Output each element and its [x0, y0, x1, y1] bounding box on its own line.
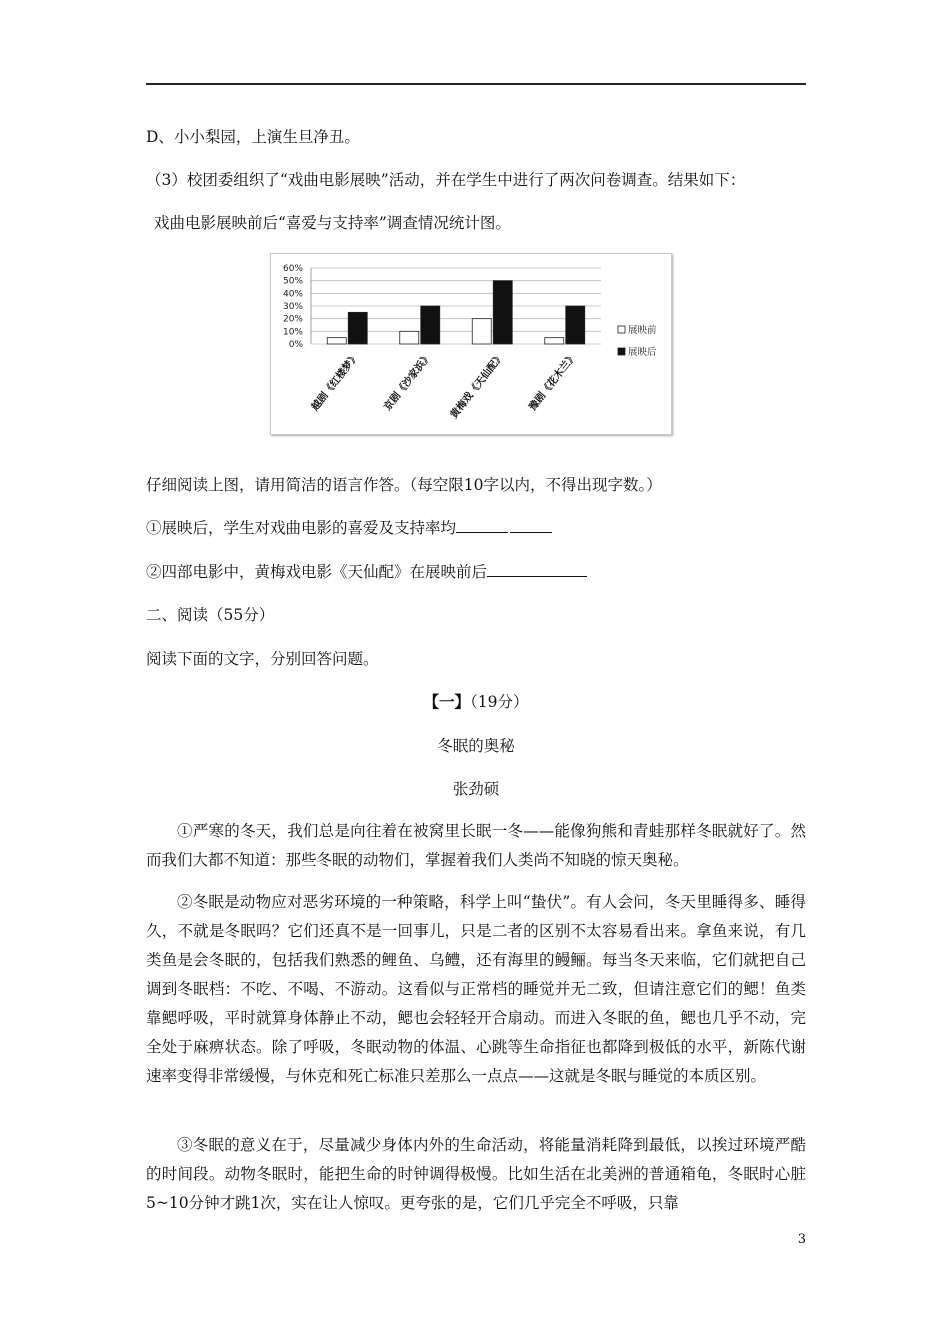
- bar-before: [400, 331, 419, 344]
- y-tick-label: 10%: [282, 327, 303, 338]
- legend-label: 展映后: [628, 347, 657, 358]
- article-author: 张劲硕: [452, 780, 500, 798]
- section-title: 二、阅读（55分）: [146, 606, 275, 624]
- y-tick-label: 0%: [288, 340, 303, 350]
- y-tick-label: 20%: [282, 314, 303, 325]
- x-tick-label: 越剧《红楼梦》: [309, 351, 362, 414]
- header-rule: [146, 83, 806, 85]
- x-tick-label: 黄梅戏《天仙配》: [448, 351, 507, 421]
- y-tick-label: 50%: [282, 276, 303, 287]
- article-title: 冬眠的奥秘: [437, 737, 515, 755]
- bar-after: [348, 312, 367, 344]
- question-blank-2: [146, 562, 587, 582]
- answer-blank-1b[interactable]: [510, 518, 552, 533]
- page-number: 3: [797, 1232, 806, 1247]
- bar-before: [545, 338, 564, 344]
- bar-after: [566, 306, 585, 344]
- paragraph-2: ②冬眠是动物应对恶劣环境的一种策略，科学上叫“蛰伏”。有人会问，冬天里睡得多、睡得久，不就是冬眠吗？它们还真不是一回事儿，只是二者的区别不太容易看出来。拿鱼来说，有几类鱼是会冬眠的，包括我们熟悉的鲤鱼、乌鳢，还有海里的鳗鲡。每当冬天来临，它们就把自己调到冬眠档：不吃、不喝、不游动。这看似与正常档的睡觉并无二致，但请注意它们的鳃！鱼类靠鳃呼吸，平时就算身体静止不动，鳃也会轻轻开合扇动。而进入冬眠的鱼，鳃也几乎不动，完全处于麻痹状态。除了呼吸，冬眠动物的体温、心跳等生命指征也都降到极低的水平，新陈代谢速率变得非常缓慢，与休克和死亡标准只差那么一点点——这就是冬眠与睡觉的本质区别。: [146, 893, 806, 1085]
- bar-after: [493, 281, 512, 344]
- x-tick-label: 豫剧《花木兰》: [527, 351, 580, 414]
- y-tick-label: 40%: [282, 289, 303, 300]
- bar-before: [327, 338, 346, 344]
- y-tick-label: 60%: [282, 264, 303, 274]
- answer-blank-1a[interactable]: [456, 518, 508, 533]
- instruction-text: 仔细阅读上图，请用简洁的语言作答。（每空限10字以内，不得出现字数。）: [146, 476, 662, 494]
- blank-1-prompt: ①展映后，学生对戏曲电影的喜爱及支持率均: [146, 519, 457, 537]
- chart-caption: 戏曲电影展映前后“喜爱与支持率”调查情况统计图。: [154, 214, 511, 232]
- paragraph-1: ①严寒的冬天，我们总是向往着在被窝里长眠一冬——能像狗熊和青蛙那样冬眠就好了。然而我们大都不知道：那些冬眠的动物们，掌握着我们人类尚不知晓的惊天奥秘。: [146, 822, 806, 869]
- part-score: （19分）: [470, 693, 529, 711]
- answer-blank-2[interactable]: [487, 562, 587, 577]
- part-label: 【一】: [423, 692, 471, 711]
- blank-2-prompt: ②四部电影中，黄梅戏电影《天仙配》在展映前后: [146, 563, 488, 581]
- reading-intro: 阅读下面的文字，分别回答问题。: [146, 650, 379, 668]
- paragraph-3: ③冬眠的意义在于，尽量减少身体内外的生命活动，将能量消耗降到最低，以挨过环境严酷的时间段。动物冬眠时，能把生命的时钟调得极慢。比如生活在北美洲的普通箱龟，冬眠时心脏5~10分钟才跳1次，实在让人惊叹。更夸张的是，它们几乎完全不呼吸，只靠: [146, 1136, 806, 1212]
- option-d: D、小小梨园，上演生旦净丑。: [146, 128, 360, 146]
- bar-before: [472, 319, 491, 344]
- bar-chart: [270, 253, 672, 435]
- question-blank-1: [146, 518, 552, 538]
- y-tick-label: 30%: [282, 302, 303, 312]
- legend-swatch: [618, 348, 625, 355]
- x-tick-label: 京剧《沙家浜》: [382, 351, 435, 414]
- chart-svg: [271, 254, 671, 434]
- legend-swatch: [618, 326, 625, 333]
- legend-label: 展映前: [628, 325, 657, 336]
- bar-after: [421, 306, 440, 344]
- question-3-intro: （3）校团委组织了“戏曲电影展映”活动，并在学生中进行了两次问卷调查。结果如下：: [146, 171, 746, 189]
- part-heading: [146, 692, 806, 712]
